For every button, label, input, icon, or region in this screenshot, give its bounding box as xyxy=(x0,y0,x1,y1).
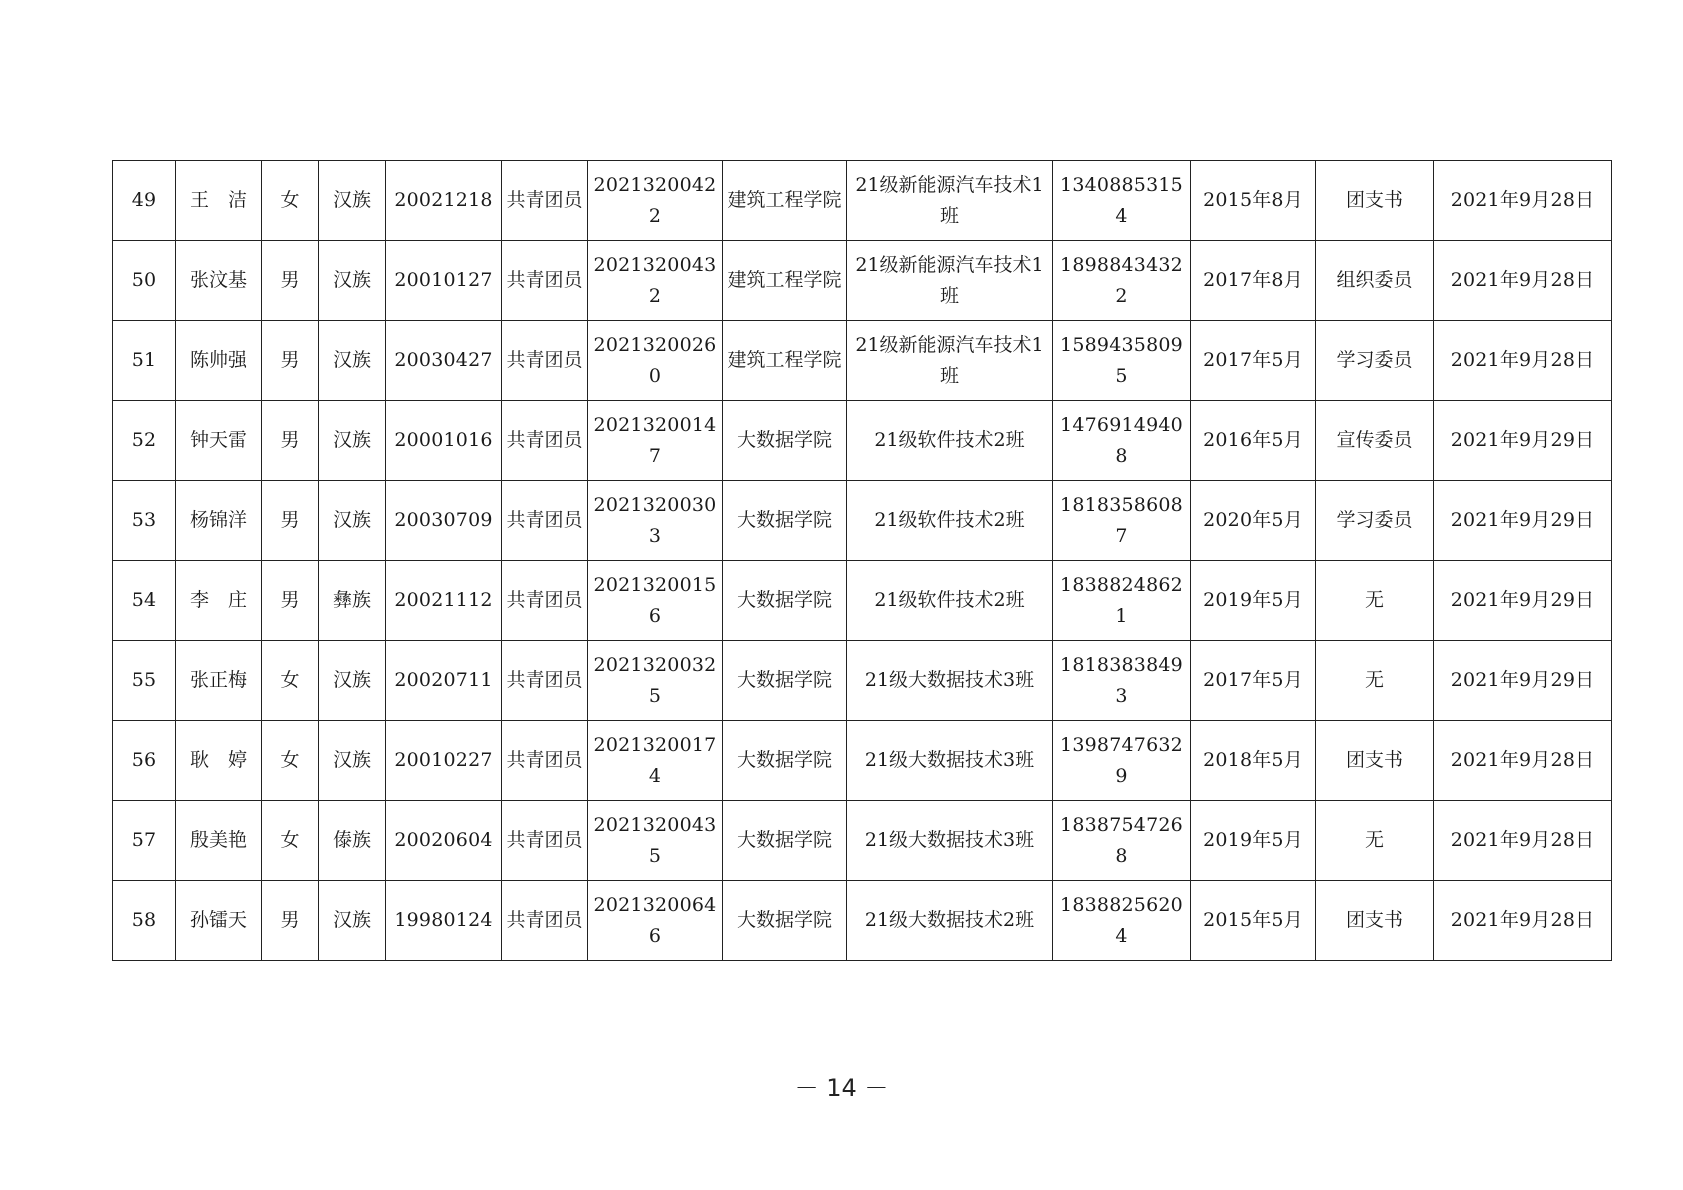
student-id-cell: 20213200174 xyxy=(588,721,723,801)
political-status-cell: 共青团员 xyxy=(502,241,588,321)
phone-number-cell: 15894358095 xyxy=(1053,321,1191,401)
position-cell: 学习委员 xyxy=(1316,321,1434,401)
political-status-cell: 共青团员 xyxy=(502,801,588,881)
table-row xyxy=(113,641,1612,721)
class-name-cell: 21级软件技术2班 xyxy=(847,401,1053,481)
ethnicity-cell: 汉族 xyxy=(319,241,386,321)
college-cell: 建筑工程学院 xyxy=(723,321,847,401)
student-id-cell: 20213200325 xyxy=(588,641,723,721)
gender-cell: 女 xyxy=(262,721,319,801)
class-name-cell: 21级大数据技术3班 xyxy=(847,641,1053,721)
gender-cell: 男 xyxy=(262,481,319,561)
gender-cell: 男 xyxy=(262,401,319,481)
phone-number-cell: 18388248621 xyxy=(1053,561,1191,641)
class-name-cell: 21级大数据技术3班 xyxy=(847,801,1053,881)
row-number-cell: 57 xyxy=(113,801,176,881)
political-status-cell: 共青团员 xyxy=(502,561,588,641)
position-cell: 无 xyxy=(1316,561,1434,641)
student-id-cell: 20213200435 xyxy=(588,801,723,881)
join-date-cell: 2017年5月 xyxy=(1191,321,1316,401)
political-status-cell: 共青团员 xyxy=(502,321,588,401)
birth-date-cell: 19980124 xyxy=(386,881,502,961)
row-number-cell: 56 xyxy=(113,721,176,801)
college-cell: 大数据学院 xyxy=(723,401,847,481)
college-cell: 大数据学院 xyxy=(723,561,847,641)
register-date-cell: 2021年9月28日 xyxy=(1434,161,1612,241)
join-date-cell: 2018年5月 xyxy=(1191,721,1316,801)
birth-date-cell: 20020711 xyxy=(386,641,502,721)
phone-number-cell: 18988434322 xyxy=(1053,241,1191,321)
student-id-cell: 20213200432 xyxy=(588,241,723,321)
ethnicity-cell: 汉族 xyxy=(319,881,386,961)
college-cell: 大数据学院 xyxy=(723,721,847,801)
row-number-cell: 53 xyxy=(113,481,176,561)
birth-date-cell: 20010227 xyxy=(386,721,502,801)
row-number-cell: 52 xyxy=(113,401,176,481)
register-date-cell: 2021年9月28日 xyxy=(1434,241,1612,321)
student-id-cell: 20213200260 xyxy=(588,321,723,401)
phone-number-cell: 18388256204 xyxy=(1053,881,1191,961)
member-name-cell: 杨锦洋 xyxy=(176,481,262,561)
ethnicity-cell: 彝族 xyxy=(319,561,386,641)
college-cell: 大数据学院 xyxy=(723,481,847,561)
birth-date-cell: 20030427 xyxy=(386,321,502,401)
table-row xyxy=(113,321,1612,401)
ethnicity-cell: 汉族 xyxy=(319,321,386,401)
phone-number-cell: 14769149408 xyxy=(1053,401,1191,481)
table-row xyxy=(113,241,1612,321)
join-date-cell: 2015年5月 xyxy=(1191,881,1316,961)
college-cell: 建筑工程学院 xyxy=(723,161,847,241)
position-cell: 宣传委员 xyxy=(1316,401,1434,481)
table-row xyxy=(113,561,1612,641)
birth-date-cell: 20010127 xyxy=(386,241,502,321)
ethnicity-cell: 汉族 xyxy=(319,641,386,721)
member-roster-table xyxy=(112,160,1612,961)
page-number: － 14 － xyxy=(794,1074,889,1102)
political-status-cell: 共青团员 xyxy=(502,481,588,561)
political-status-cell: 共青团员 xyxy=(502,881,588,961)
ethnicity-cell: 汉族 xyxy=(319,721,386,801)
birth-date-cell: 20021112 xyxy=(386,561,502,641)
position-cell: 学习委员 xyxy=(1316,481,1434,561)
class-name-cell: 21级软件技术2班 xyxy=(847,481,1053,561)
row-number-cell: 50 xyxy=(113,241,176,321)
position-cell: 团支书 xyxy=(1316,881,1434,961)
register-date-cell: 2021年9月29日 xyxy=(1434,401,1612,481)
register-date-cell: 2021年9月28日 xyxy=(1434,721,1612,801)
gender-cell: 男 xyxy=(262,561,319,641)
birth-date-cell: 20030709 xyxy=(386,481,502,561)
class-name-cell: 21级新能源汽车技术1班 xyxy=(847,321,1053,401)
gender-cell: 女 xyxy=(262,161,319,241)
gender-cell: 男 xyxy=(262,321,319,401)
college-cell: 大数据学院 xyxy=(723,641,847,721)
position-cell: 无 xyxy=(1316,801,1434,881)
row-number-cell: 49 xyxy=(113,161,176,241)
member-name-cell: 殷美艳 xyxy=(176,801,262,881)
ethnicity-cell: 汉族 xyxy=(319,161,386,241)
student-id-cell: 20213200303 xyxy=(588,481,723,561)
table-row xyxy=(113,721,1612,801)
member-name-cell: 张正梅 xyxy=(176,641,262,721)
gender-cell: 男 xyxy=(262,881,319,961)
college-cell: 大数据学院 xyxy=(723,881,847,961)
political-status-cell: 共青团员 xyxy=(502,161,588,241)
position-cell: 团支书 xyxy=(1316,161,1434,241)
row-number-cell: 55 xyxy=(113,641,176,721)
phone-number-cell: 13987476329 xyxy=(1053,721,1191,801)
join-date-cell: 2015年8月 xyxy=(1191,161,1316,241)
birth-date-cell: 20020604 xyxy=(386,801,502,881)
ethnicity-cell: 傣族 xyxy=(319,801,386,881)
table-row xyxy=(113,401,1612,481)
phone-number-cell: 13408853154 xyxy=(1053,161,1191,241)
college-cell: 大数据学院 xyxy=(723,801,847,881)
register-date-cell: 2021年9月29日 xyxy=(1434,561,1612,641)
member-name-cell: 孙镭天 xyxy=(176,881,262,961)
member-name-cell: 张汶基 xyxy=(176,241,262,321)
birth-date-cell: 20001016 xyxy=(386,401,502,481)
student-id-cell: 20213200156 xyxy=(588,561,723,641)
table-row xyxy=(113,161,1612,241)
row-number-cell: 51 xyxy=(113,321,176,401)
register-date-cell: 2021年9月28日 xyxy=(1434,321,1612,401)
register-date-cell: 2021年9月29日 xyxy=(1434,641,1612,721)
position-cell: 无 xyxy=(1316,641,1434,721)
political-status-cell: 共青团员 xyxy=(502,401,588,481)
roster-body xyxy=(113,161,1612,961)
student-id-cell: 20213200147 xyxy=(588,401,723,481)
political-status-cell: 共青团员 xyxy=(502,721,588,801)
join-date-cell: 2017年8月 xyxy=(1191,241,1316,321)
birth-date-cell: 20021218 xyxy=(386,161,502,241)
row-number-cell: 58 xyxy=(113,881,176,961)
member-name-cell: 耿 婷 xyxy=(176,721,262,801)
register-date-cell: 2021年9月28日 xyxy=(1434,881,1612,961)
student-id-cell: 20213200646 xyxy=(588,881,723,961)
class-name-cell: 21级大数据技术2班 xyxy=(847,881,1053,961)
student-id-cell: 20213200422 xyxy=(588,161,723,241)
phone-number-cell: 18387547268 xyxy=(1053,801,1191,881)
gender-cell: 女 xyxy=(262,641,319,721)
phone-number-cell: 18183838493 xyxy=(1053,641,1191,721)
phone-number-cell: 18183586087 xyxy=(1053,481,1191,561)
table-row xyxy=(113,801,1612,881)
join-date-cell: 2016年5月 xyxy=(1191,401,1316,481)
member-name-cell: 钟天雷 xyxy=(176,401,262,481)
join-date-cell: 2019年5月 xyxy=(1191,561,1316,641)
political-status-cell: 共青团员 xyxy=(502,641,588,721)
join-date-cell: 2017年5月 xyxy=(1191,641,1316,721)
gender-cell: 女 xyxy=(262,801,319,881)
register-date-cell: 2021年9月29日 xyxy=(1434,481,1612,561)
class-name-cell: 21级大数据技术3班 xyxy=(847,721,1053,801)
table-row xyxy=(113,881,1612,961)
member-name-cell: 陈帅强 xyxy=(176,321,262,401)
member-name-cell: 李 庄 xyxy=(176,561,262,641)
class-name-cell: 21级软件技术2班 xyxy=(847,561,1053,641)
join-date-cell: 2019年5月 xyxy=(1191,801,1316,881)
position-cell: 团支书 xyxy=(1316,721,1434,801)
gender-cell: 男 xyxy=(262,241,319,321)
class-name-cell: 21级新能源汽车技术1班 xyxy=(847,161,1053,241)
table-row xyxy=(113,481,1612,561)
ethnicity-cell: 汉族 xyxy=(319,401,386,481)
member-name-cell: 王 洁 xyxy=(176,161,262,241)
join-date-cell: 2020年5月 xyxy=(1191,481,1316,561)
row-number-cell: 54 xyxy=(113,561,176,641)
class-name-cell: 21级新能源汽车技术1班 xyxy=(847,241,1053,321)
college-cell: 建筑工程学院 xyxy=(723,241,847,321)
position-cell: 组织委员 xyxy=(1316,241,1434,321)
register-date-cell: 2021年9月28日 xyxy=(1434,801,1612,881)
ethnicity-cell: 汉族 xyxy=(319,481,386,561)
